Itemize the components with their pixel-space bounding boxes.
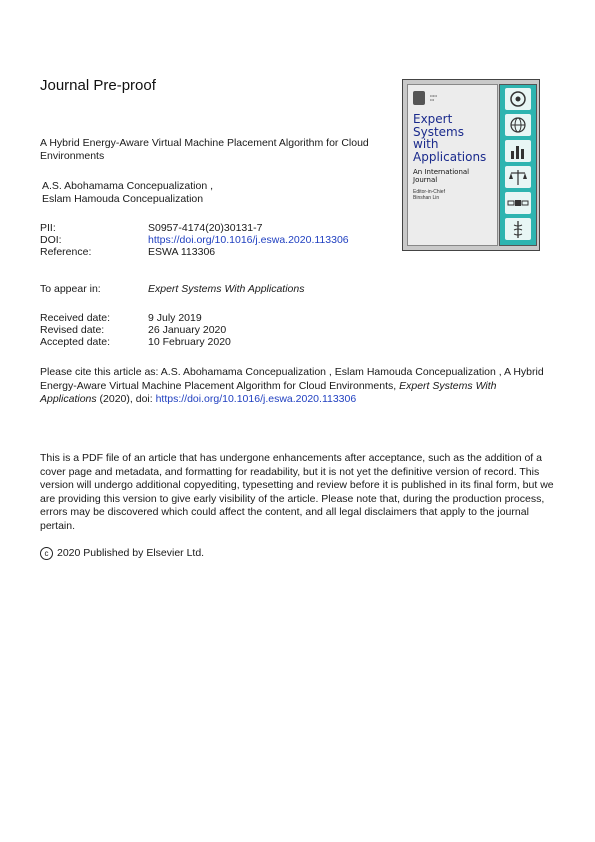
article-title: A Hybrid Energy-Aware Virtual Machine Placement Algorithm for Cloud Environments	[40, 137, 369, 162]
author-2: Eslam Hamouda Concepualization	[42, 193, 204, 205]
cover-panel	[407, 84, 498, 246]
author-1: A.S. Abohamama Concepualization ,	[42, 180, 214, 192]
pii-value: S0957-4174(20)30131-7	[148, 222, 263, 234]
citation-journal: Expert Systems With Applications	[40, 379, 497, 405]
pre-proof-notice: This is a PDF file of an article that has undergone enhancements after acceptance, such as the addition of a cover page and metadata, and formatting for readability, but it is not yet the definitive version of record. This version will undergo additional copyediting, typesetting and review before it is published in its final form, but we are providing this version to give early visibility of the article. Please note that, during the production process, errors may be discovered which could affect the content, and all legal disclaimers that apply to the journal pertain.	[40, 452, 554, 532]
doi-link[interactable]: https://doi.org/10.1016/j.eswa.2020.113306	[148, 234, 349, 246]
received-label: Received date:	[40, 312, 111, 324]
cover-editor-line-2: Binshan Lin	[413, 195, 440, 201]
cover-subtitle	[413, 168, 469, 184]
cover-title-line-1: Expert	[413, 112, 453, 126]
globe-icon	[505, 114, 531, 136]
caduceus-icon	[505, 218, 531, 240]
publisher-logo-icon	[413, 91, 425, 105]
doi-label: DOI:	[40, 234, 62, 246]
accepted-value: 10 February 2020	[148, 336, 231, 348]
cover-editor-line-1: Editor-in-Chief	[413, 189, 445, 195]
gear-icon	[505, 88, 531, 110]
cover-journal-title	[413, 113, 486, 163]
received-value: 9 July 2019	[148, 312, 202, 324]
revised-value: 26 January 2020	[148, 324, 227, 336]
cover-icon-strip	[499, 84, 537, 246]
reference-value: ESWA 113306	[148, 246, 216, 258]
citation-doi-link[interactable]: https://doi.org/10.1016/j.eswa.2020.113306	[155, 393, 357, 405]
copyright-icon: c	[40, 547, 53, 560]
publisher-logo-text: ••••• •••	[430, 93, 438, 102]
cover-subtitle-line-2: Journal	[413, 176, 438, 184]
appear-label: To appear in:	[40, 283, 101, 295]
revised-label: Revised date:	[40, 324, 105, 336]
author-list	[42, 180, 213, 206]
journal-cover-image	[402, 79, 540, 251]
appear-value: Expert Systems With Applications	[148, 283, 305, 295]
bar-chart-icon	[505, 140, 531, 162]
satellite-icon	[505, 192, 531, 214]
citation-text: Please cite this article as: A.S. Abohamama Concepualization , Eslam Hamouda Concepualization , A Hybrid Energy-Aware Virtual Machine Placement Algorithm for Cloud Environments,	[40, 366, 544, 392]
cover-subtitle-line-1: An International	[413, 168, 470, 176]
copyright-line	[40, 547, 204, 560]
citation-paragraph	[40, 366, 555, 407]
scales-icon	[505, 166, 531, 188]
cover-title-line-3: with	[413, 137, 439, 151]
citation-year: (2020), doi:	[96, 393, 156, 405]
cover-editor	[413, 189, 445, 201]
copyright-text: 2020 Published by Elsevier Ltd.	[57, 547, 205, 559]
cover-title-line-2: Systems	[413, 124, 464, 139]
pre-proof-heading: Journal Pre-proof	[40, 77, 156, 94]
accepted-label: Accepted date:	[40, 336, 111, 348]
pii-label: PII:	[40, 222, 56, 234]
reference-label: Reference:	[40, 246, 92, 258]
cover-title-line-4: Applications	[413, 149, 487, 164]
